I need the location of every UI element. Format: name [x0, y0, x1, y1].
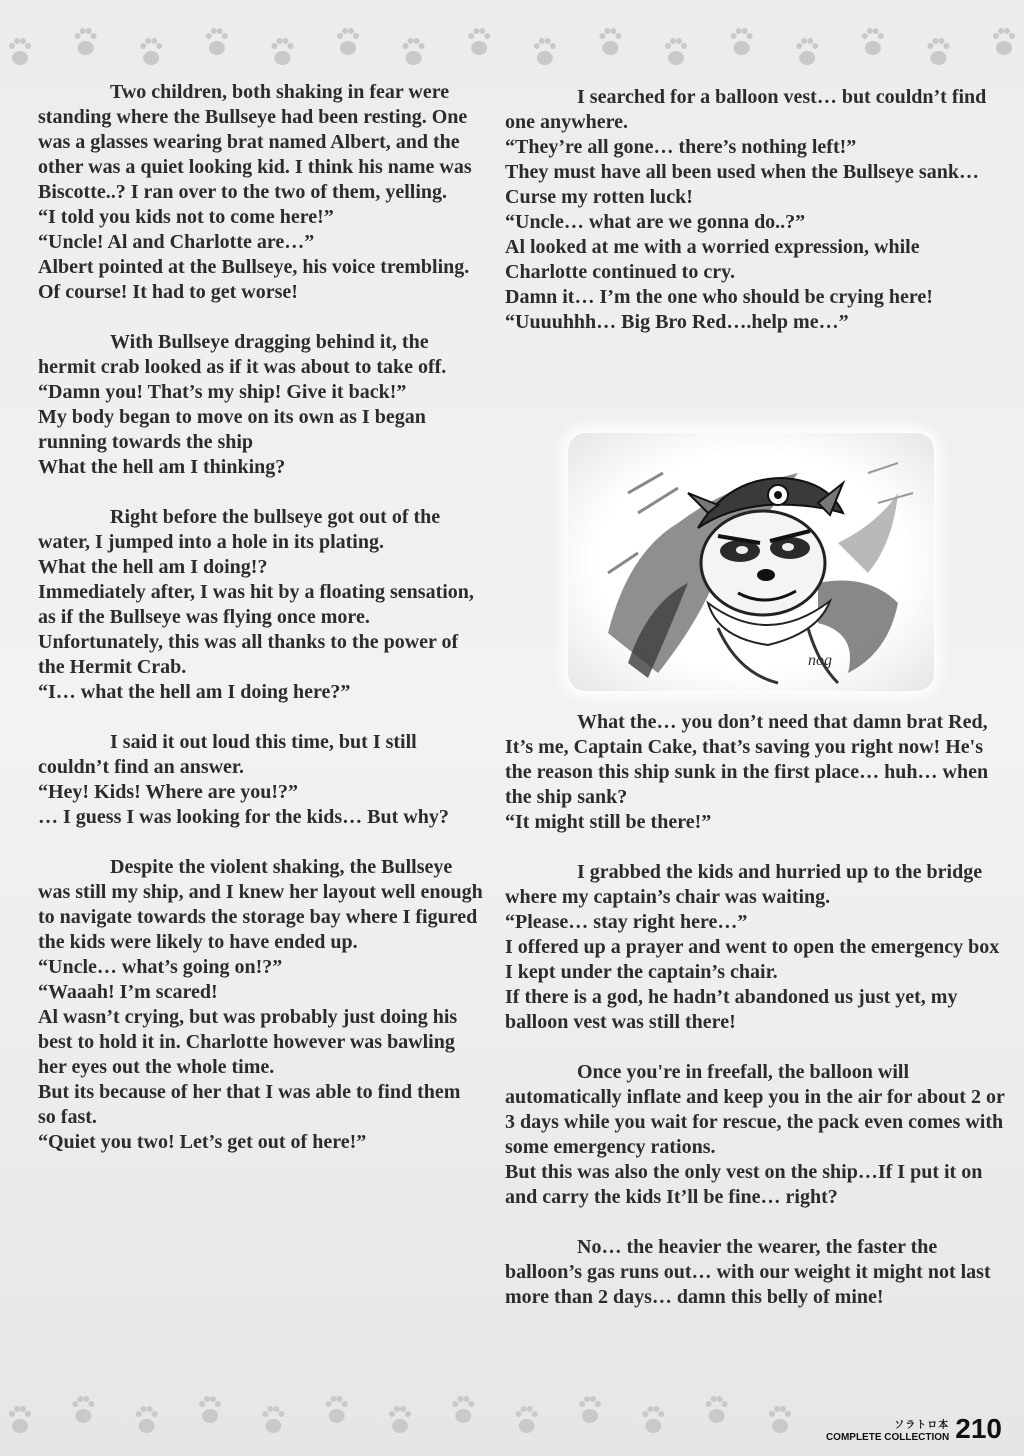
paw-print-icon — [0, 18, 1024, 78]
text-line: My body began to move on its own as I began running towards the ship — [38, 406, 426, 453]
paragraph — [505, 1235, 1005, 1310]
paragraph — [38, 730, 483, 830]
text-line: I offered up a prayer and went to open the emergency box I kept under the captain’s chair. — [505, 936, 1000, 983]
text-line: I said it out loud this time, but I still couldn’t find an answer. — [38, 731, 417, 778]
paragraph — [505, 85, 1005, 335]
text-line: But this was also the only vest on the ship…If I put it on and carry the kids It’ll be fine… right? — [505, 1161, 983, 1208]
right-column-bottom — [505, 710, 1005, 1335]
text-line: Two children, both shaking in fear were standing where the Bullseye had been resting. One was a glasses wearing brat named Albert, and the other was a quiet looking kid. I think his name was Biscotte..? I ran over to the two of them, yelling. — [38, 81, 472, 203]
text-line: “Uncle… what’s going on!?” — [38, 956, 283, 978]
text-line: What the hell am I thinking? — [38, 456, 286, 478]
footer-brand — [826, 1420, 949, 1444]
text-line: Al looked at me with a worried expression, while Charlotte continued to cry. — [505, 236, 920, 283]
left-column — [38, 80, 483, 1180]
right-column-top — [505, 85, 1005, 360]
text-line: Albert pointed at the Bullseye, his voice trembling. — [38, 256, 470, 278]
text-line: “I… what the hell am I doing here?” — [38, 681, 351, 703]
text-line: “Quiet you two! Let’s get out of here!” — [38, 1131, 367, 1153]
text-line: “Damn you! That’s my ship! Give it back!” — [38, 381, 407, 403]
captain-cake-sketch-icon — [568, 433, 934, 691]
text-line: “They’re all gone… there’s nothing left!” — [505, 136, 857, 158]
text-line: Damn it… I’m the one who should be crying here! — [505, 286, 933, 308]
text-line: “Waaah! I’m scared! — [38, 981, 218, 1003]
paragraph — [505, 1060, 1005, 1210]
text-line: Once you're in freefall, the balloon will automatically inflate and keep you in the air for about 2 or 3 days while you wait for rescue, the pack even comes with some emergency rations. — [505, 1061, 1005, 1158]
text-line: Of course! It had to get worse! — [38, 281, 298, 303]
text-line: I grabbed the kids and hurried up to the bridge where my captain’s chair was waiting. — [505, 861, 983, 908]
text-line: Al wasn’t crying, but was probably just doing his best to hold it in. Charlotte however was bawling her eyes out the whole time. — [38, 1006, 458, 1078]
paw-print-border-bottom — [0, 1386, 800, 1446]
text-line: With Bullseye dragging behind it, the hermit crab looked as if it was about to take off. — [38, 331, 447, 378]
text-line: I searched for a balloon vest… but couldn’t find one anywhere. — [505, 86, 987, 133]
text-line: What the hell am I doing!? — [38, 556, 268, 578]
text-line: If there is a god, he hadn’t abandoned us just yet, my balloon vest was still there! — [505, 986, 958, 1033]
page-number: 210 — [955, 1413, 1002, 1444]
text-line: “Uncle… what are we gonna do..?” — [505, 211, 806, 233]
paragraph — [38, 330, 483, 480]
text-line: “Uuuuhhh… Big Bro Red….help me…” — [505, 311, 849, 333]
text-line: … I guess I was looking for the kids… But why? — [38, 806, 449, 828]
paragraph — [38, 505, 483, 705]
paragraph — [38, 855, 483, 1155]
footer-logo: ソラトロ本 — [894, 1420, 950, 1431]
text-line: “Hey! Kids! Where are you!?” — [38, 781, 298, 803]
footer-collection-label: COMPLETE COLLECTION — [825, 1432, 950, 1443]
text-line: Right before the bullseye got out of the water, I jumped into a hole in its plating. — [38, 506, 441, 553]
text-line: What the… you don’t need that damn brat Red, It’s me, Captain Cake, that’s saving you right now! He's the reason this ship sunk in the first place… huh… when the ship sank? — [505, 711, 989, 808]
illustration-frame — [568, 433, 934, 691]
text-line: “Uncle! Al and Charlotte are…” — [38, 231, 315, 253]
page-footer — [826, 1404, 1002, 1444]
text-line: “Please… stay right here…” — [505, 911, 748, 933]
text-line: But its because of her that I was able to find them so fast. — [38, 1081, 461, 1128]
paragraph — [38, 80, 483, 305]
signature: nog — [808, 652, 832, 669]
text-line: Despite the violent shaking, the Bullseye was still my ship, and I knew her layout well enough to navigate towards the storage bay where I figured the kids were likely to have ended up. — [38, 856, 483, 953]
text-line: “It might still be there!” — [505, 811, 712, 833]
paragraph — [505, 860, 1005, 1035]
paw-print-icon — [0, 1386, 800, 1446]
paw-print-border-top — [0, 18, 1024, 78]
text-line: Immediately after, I was hit by a floating sensation, as if the Bullseye was flying once more. Unfortunately, this was all thanks to the power of the Hermit Crab. — [38, 581, 474, 678]
text-line: They must have all been used when the Bullseye sank… Curse my rotten luck! — [505, 161, 979, 208]
text-line: No… the heavier the wearer, the faster the balloon’s gas runs out… with our weight it might not last more than 2 days… damn this belly of mine! — [505, 1236, 991, 1308]
text-line: “I told you kids not to come here!” — [38, 206, 334, 228]
paragraph — [505, 710, 1005, 835]
